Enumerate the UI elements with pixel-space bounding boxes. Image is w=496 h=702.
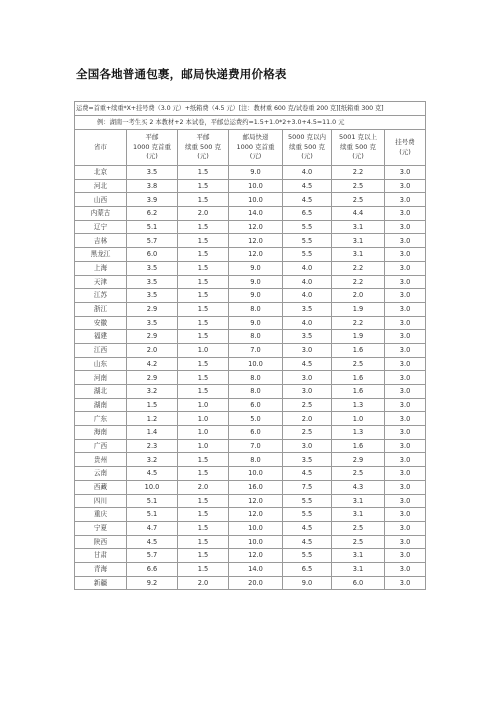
header-label: 平邮	[196, 133, 210, 142]
province-cell: 贵州	[75, 453, 127, 467]
under-5000g-cell: 5.5	[283, 494, 332, 508]
over-5001g-cell: 3.1	[332, 220, 385, 234]
surface-first-cell: 5.7	[127, 234, 178, 248]
express-first-cell: 9.0	[229, 316, 283, 330]
under-5000g-cell: 5.5	[283, 234, 332, 248]
table-row	[75, 398, 426, 412]
province-cell: 广西	[75, 439, 127, 453]
province-cell: 上海	[75, 261, 127, 275]
registration-fee-cell: 3.0	[385, 467, 426, 481]
header-label: (元)	[301, 152, 313, 161]
table-row	[75, 330, 426, 344]
table-row	[75, 316, 426, 330]
header-label: (元)	[249, 152, 262, 161]
surface-additional-cell: 1.5	[178, 220, 229, 234]
surface-additional-cell: 1.5	[178, 385, 229, 399]
express-first-cell: 16.0	[229, 480, 283, 494]
table-row	[75, 207, 426, 221]
under-5000g-cell: 5.5	[283, 508, 332, 522]
surface-additional-cell: 1.5	[178, 535, 229, 549]
registration-fee-cell: 3.0	[385, 535, 426, 549]
express-first-cell: 14.0	[229, 562, 283, 576]
table-row	[75, 166, 426, 180]
table-row	[75, 453, 426, 467]
header-over-5001g-additional	[332, 130, 385, 166]
surface-additional-cell: 2.0	[178, 576, 229, 590]
table-row	[75, 179, 426, 193]
express-first-cell: 7.0	[229, 343, 283, 357]
registration-fee-cell: 3.0	[385, 234, 426, 248]
surface-additional-cell: 1.5	[178, 179, 229, 193]
table-row	[75, 261, 426, 275]
surface-first-cell: 3.8	[127, 179, 178, 193]
surface-first-cell: 4.5	[127, 467, 178, 481]
express-first-cell: 8.0	[229, 453, 283, 467]
surface-additional-cell: 1.5	[178, 453, 229, 467]
under-5000g-cell: 3.0	[283, 385, 332, 399]
surface-additional-cell: 1.5	[178, 521, 229, 535]
surface-additional-cell: 1.5	[178, 248, 229, 262]
surface-additional-cell: 1.5	[178, 316, 229, 330]
express-first-cell: 5.0	[229, 412, 283, 426]
registration-fee-cell: 3.0	[385, 549, 426, 563]
table-row	[75, 467, 426, 481]
table-row	[75, 521, 426, 535]
table-row	[75, 289, 426, 303]
express-first-cell: 9.0	[229, 166, 283, 180]
over-5001g-cell: 1.6	[332, 343, 385, 357]
surface-additional-cell: 1.5	[178, 166, 229, 180]
surface-additional-cell: 1.5	[178, 357, 229, 371]
registration-fee-cell: 3.0	[385, 508, 426, 522]
surface-first-cell: 9.2	[127, 576, 178, 590]
surface-additional-cell: 1.5	[178, 549, 229, 563]
province-cell: 云南	[75, 467, 127, 481]
registration-fee-cell: 3.0	[385, 398, 426, 412]
header-label: 续重 500 克	[339, 142, 377, 151]
table-row	[75, 343, 426, 357]
under-5000g-cell: 3.5	[283, 302, 332, 316]
table-row	[75, 248, 426, 262]
header-label: 挂号费	[395, 138, 415, 147]
express-first-cell: 12.0	[229, 494, 283, 508]
over-5001g-cell: 2.2	[332, 166, 385, 180]
province-cell: 吉林	[75, 234, 127, 248]
over-5001g-cell: 3.1	[332, 562, 385, 576]
province-cell: 河南	[75, 371, 127, 385]
under-5000g-cell: 2.5	[283, 398, 332, 412]
under-5000g-cell: 4.0	[283, 275, 332, 289]
surface-first-cell: 2.9	[127, 302, 178, 316]
table-row	[75, 193, 426, 207]
under-5000g-cell: 3.5	[283, 330, 332, 344]
province-cell: 安徽	[75, 316, 127, 330]
province-cell: 湖北	[75, 385, 127, 399]
surface-first-cell: 3.5	[127, 275, 178, 289]
surface-first-cell: 6.2	[127, 207, 178, 221]
surface-additional-cell: 1.0	[178, 343, 229, 357]
province-cell: 内蒙古	[75, 207, 127, 221]
province-cell: 山东	[75, 357, 127, 371]
province-cell: 福建	[75, 330, 127, 344]
header-label: 邮局快递	[242, 133, 269, 142]
under-5000g-cell: 9.0	[283, 576, 332, 590]
under-5000g-cell: 7.5	[283, 480, 332, 494]
surface-additional-cell: 1.0	[178, 412, 229, 426]
express-first-cell: 10.0	[229, 193, 283, 207]
province-cell: 江苏	[75, 289, 127, 303]
province-cell: 天津	[75, 275, 127, 289]
header-label: (元)	[197, 152, 209, 161]
over-5001g-cell: 1.3	[332, 426, 385, 440]
surface-first-cell: 3.5	[127, 261, 178, 275]
express-first-cell: 12.0	[229, 508, 283, 522]
table-row	[75, 562, 426, 576]
surface-first-cell: 1.4	[127, 426, 178, 440]
registration-fee-cell: 3.0	[385, 330, 426, 344]
surface-first-cell: 10.0	[127, 480, 178, 494]
surface-additional-cell: 1.5	[178, 234, 229, 248]
under-5000g-cell: 4.0	[283, 261, 332, 275]
table-body	[75, 102, 426, 590]
over-5001g-cell: 1.0	[332, 412, 385, 426]
over-5001g-cell: 2.5	[332, 357, 385, 371]
shipping-rate-table	[74, 101, 426, 590]
over-5001g-cell: 1.3	[332, 398, 385, 412]
express-first-cell: 10.0	[229, 467, 283, 481]
surface-additional-cell: 2.0	[178, 480, 229, 494]
surface-first-cell: 1.5	[127, 398, 178, 412]
express-first-cell: 12.0	[229, 248, 283, 262]
registration-fee-cell: 3.0	[385, 166, 426, 180]
page-title: 全国各地普通包裹，邮局快递费用价格表	[76, 67, 287, 81]
registration-fee-cell: 3.0	[385, 494, 426, 508]
registration-fee-cell: 3.0	[385, 371, 426, 385]
under-5000g-cell: 4.5	[283, 521, 332, 535]
header-under-5000g-additional	[283, 130, 332, 166]
express-first-cell: 9.0	[229, 275, 283, 289]
province-cell: 新疆	[75, 576, 127, 590]
under-5000g-cell: 3.5	[283, 453, 332, 467]
registration-fee-cell: 3.0	[385, 480, 426, 494]
under-5000g-cell: 2.0	[283, 412, 332, 426]
over-5001g-cell: 1.9	[332, 302, 385, 316]
header-express-first-weight	[229, 130, 283, 166]
surface-first-cell: 2.3	[127, 439, 178, 453]
table-row	[75, 494, 426, 508]
header-label: 1000 克首重	[236, 142, 275, 151]
express-first-cell: 14.0	[229, 207, 283, 221]
over-5001g-cell: 1.6	[332, 385, 385, 399]
header-label: (元)	[352, 152, 364, 161]
surface-additional-cell: 1.5	[178, 330, 229, 344]
province-cell: 宁夏	[75, 521, 127, 535]
express-first-cell: 6.0	[229, 426, 283, 440]
over-5001g-cell: 2.5	[332, 467, 385, 481]
express-first-cell: 9.0	[229, 289, 283, 303]
registration-fee-cell: 3.0	[385, 439, 426, 453]
under-5000g-cell: 3.0	[283, 343, 332, 357]
table-row	[75, 385, 426, 399]
under-5000g-cell: 4.5	[283, 467, 332, 481]
header-label: 1000 克首重	[132, 142, 172, 151]
over-5001g-cell: 2.5	[332, 535, 385, 549]
over-5001g-cell: 3.1	[332, 494, 385, 508]
province-cell: 青海	[75, 562, 127, 576]
under-5000g-cell: 3.0	[283, 439, 332, 453]
table-row	[75, 412, 426, 426]
province-cell: 广东	[75, 412, 127, 426]
over-5001g-cell: 2.2	[332, 275, 385, 289]
surface-first-cell: 6.6	[127, 562, 178, 576]
surface-additional-cell: 1.0	[178, 439, 229, 453]
express-first-cell: 8.0	[229, 371, 283, 385]
surface-first-cell: 3.5	[127, 166, 178, 180]
surface-additional-cell: 1.5	[178, 302, 229, 316]
under-5000g-cell: 6.5	[283, 562, 332, 576]
surface-first-cell: 3.5	[127, 289, 178, 303]
express-first-cell: 8.0	[229, 385, 283, 399]
table-row	[75, 371, 426, 385]
surface-first-cell: 5.1	[127, 508, 178, 522]
over-5001g-cell: 2.2	[332, 316, 385, 330]
surface-first-cell: 3.2	[127, 453, 178, 467]
over-5001g-cell: 1.6	[332, 371, 385, 385]
registration-fee-cell: 3.0	[385, 316, 426, 330]
header-label: 5000 克以内	[287, 133, 327, 142]
table-row	[75, 576, 426, 590]
over-5001g-cell: 2.2	[332, 261, 385, 275]
under-5000g-cell: 3.0	[283, 371, 332, 385]
registration-fee-cell: 3.0	[385, 179, 426, 193]
over-5001g-cell: 3.1	[332, 549, 385, 563]
registration-fee-cell: 3.0	[385, 193, 426, 207]
header-label: (元)	[146, 152, 158, 161]
express-first-cell: 10.0	[229, 357, 283, 371]
express-first-cell: 12.0	[229, 234, 283, 248]
registration-fee-cell: 3.0	[385, 521, 426, 535]
express-first-cell: 8.0	[229, 330, 283, 344]
over-5001g-cell: 2.9	[332, 453, 385, 467]
province-cell: 辽宁	[75, 220, 127, 234]
province-cell: 河北	[75, 179, 127, 193]
express-first-cell: 10.0	[229, 535, 283, 549]
province-cell: 甘肃	[75, 549, 127, 563]
over-5001g-cell: 2.5	[332, 193, 385, 207]
province-cell: 黑龙江	[75, 248, 127, 262]
surface-first-cell: 5.7	[127, 549, 178, 563]
surface-first-cell: 2.9	[127, 371, 178, 385]
under-5000g-cell: 4.0	[283, 289, 332, 303]
surface-additional-cell: 1.5	[178, 467, 229, 481]
surface-first-cell: 4.7	[127, 521, 178, 535]
example-note: 例：湖南一考生买 2 本教材+2 本试卷，平邮总运费约=1.5+1.0*2+3.0+4.5=11.0 元	[75, 116, 426, 130]
table-row	[75, 357, 426, 371]
express-first-cell: 7.0	[229, 439, 283, 453]
province-cell: 湖南	[75, 398, 127, 412]
surface-additional-cell: 1.5	[178, 261, 229, 275]
table-row	[75, 549, 426, 563]
over-5001g-cell: 4.3	[332, 480, 385, 494]
surface-additional-cell: 1.5	[178, 562, 229, 576]
registration-fee-cell: 3.0	[385, 289, 426, 303]
surface-first-cell: 4.2	[127, 357, 178, 371]
under-5000g-cell: 4.5	[283, 179, 332, 193]
under-5000g-cell: 5.5	[283, 220, 332, 234]
header-label: 续重 500 克	[288, 142, 326, 151]
province-cell: 浙江	[75, 302, 127, 316]
surface-additional-cell: 1.5	[178, 275, 229, 289]
over-5001g-cell: 2.5	[332, 179, 385, 193]
express-first-cell: 9.0	[229, 261, 283, 275]
over-5001g-cell: 2.5	[332, 521, 385, 535]
over-5001g-cell: 2.0	[332, 289, 385, 303]
registration-fee-cell: 3.0	[385, 412, 426, 426]
over-5001g-cell: 3.1	[332, 248, 385, 262]
province-cell: 江西	[75, 343, 127, 357]
express-first-cell: 10.0	[229, 179, 283, 193]
province-cell: 陕西	[75, 535, 127, 549]
surface-additional-cell: 1.5	[178, 371, 229, 385]
table-row	[75, 426, 426, 440]
under-5000g-cell: 4.0	[283, 316, 332, 330]
registration-fee-cell: 3.0	[385, 385, 426, 399]
example-row	[75, 116, 426, 130]
surface-additional-cell: 1.0	[178, 398, 229, 412]
under-5000g-cell: 4.5	[283, 193, 332, 207]
over-5001g-cell: 3.1	[332, 508, 385, 522]
over-5001g-cell: 3.1	[332, 234, 385, 248]
header-label: (元)	[399, 147, 411, 156]
surface-additional-cell: 1.5	[178, 508, 229, 522]
under-5000g-cell: 2.5	[283, 426, 332, 440]
table-row	[75, 234, 426, 248]
under-5000g-cell: 4.0	[283, 166, 332, 180]
surface-first-cell: 3.9	[127, 193, 178, 207]
registration-fee-cell: 3.0	[385, 453, 426, 467]
header-surface-additional-weight	[178, 130, 229, 166]
under-5000g-cell: 6.5	[283, 207, 332, 221]
registration-fee-cell: 3.0	[385, 357, 426, 371]
surface-additional-cell: 2.0	[178, 207, 229, 221]
surface-first-cell: 3.2	[127, 385, 178, 399]
surface-additional-cell: 1.0	[178, 426, 229, 440]
header-surface-first-weight	[127, 130, 178, 166]
header-label: 省市	[94, 142, 107, 151]
registration-fee-cell: 3.0	[385, 275, 426, 289]
province-cell: 海南	[75, 426, 127, 440]
express-first-cell: 8.0	[229, 302, 283, 316]
registration-fee-cell: 3.0	[385, 302, 426, 316]
express-first-cell: 12.0	[229, 549, 283, 563]
registration-fee-cell: 3.0	[385, 426, 426, 440]
express-first-cell: 10.0	[229, 521, 283, 535]
surface-first-cell: 5.1	[127, 220, 178, 234]
formula-row	[75, 102, 426, 116]
over-5001g-cell: 4.4	[332, 207, 385, 221]
under-5000g-cell: 4.5	[283, 535, 332, 549]
header-province	[75, 130, 127, 166]
table-row	[75, 220, 426, 234]
header-label: 5001 克以上	[338, 133, 378, 142]
registration-fee-cell: 3.0	[385, 207, 426, 221]
table-row	[75, 480, 426, 494]
over-5001g-cell: 1.9	[332, 330, 385, 344]
table-row	[75, 439, 426, 453]
under-5000g-cell: 4.5	[283, 357, 332, 371]
express-first-cell: 12.0	[229, 220, 283, 234]
under-5000g-cell: 5.5	[283, 549, 332, 563]
surface-first-cell: 1.2	[127, 412, 178, 426]
table-row	[75, 535, 426, 549]
over-5001g-cell: 6.0	[332, 576, 385, 590]
formula-note: 运费=首重+续重*X+挂号费（3.0 元）+纸箱费（4.5 元）[注：教材重 600 克/试卷重 200 克][纸箱重 300 克]	[75, 102, 426, 116]
registration-fee-cell: 3.0	[385, 562, 426, 576]
surface-additional-cell: 1.5	[178, 494, 229, 508]
province-cell: 西藏	[75, 480, 127, 494]
province-cell: 北京	[75, 166, 127, 180]
surface-first-cell: 3.5	[127, 316, 178, 330]
province-cell: 山西	[75, 193, 127, 207]
registration-fee-cell: 3.0	[385, 343, 426, 357]
table-row	[75, 302, 426, 316]
surface-first-cell: 2.0	[127, 343, 178, 357]
surface-first-cell: 6.0	[127, 248, 178, 262]
over-5001g-cell: 1.6	[332, 439, 385, 453]
header-row	[75, 130, 426, 166]
registration-fee-cell: 3.0	[385, 220, 426, 234]
surface-additional-cell: 1.5	[178, 289, 229, 303]
surface-first-cell: 4.5	[127, 535, 178, 549]
under-5000g-cell: 5.5	[283, 248, 332, 262]
surface-first-cell: 2.9	[127, 330, 178, 344]
surface-additional-cell: 1.5	[178, 193, 229, 207]
registration-fee-cell: 3.0	[385, 248, 426, 262]
header-registration-fee	[385, 130, 426, 166]
header-label: 续重 500 克	[184, 142, 222, 151]
province-cell: 四川	[75, 494, 127, 508]
express-first-cell: 20.0	[229, 576, 283, 590]
registration-fee-cell: 3.0	[385, 261, 426, 275]
table-row	[75, 275, 426, 289]
registration-fee-cell: 3.0	[385, 576, 426, 590]
express-first-cell: 6.0	[229, 398, 283, 412]
surface-first-cell: 5.1	[127, 494, 178, 508]
table-row	[75, 508, 426, 522]
header-label: 平邮	[145, 133, 159, 142]
province-cell: 重庆	[75, 508, 127, 522]
